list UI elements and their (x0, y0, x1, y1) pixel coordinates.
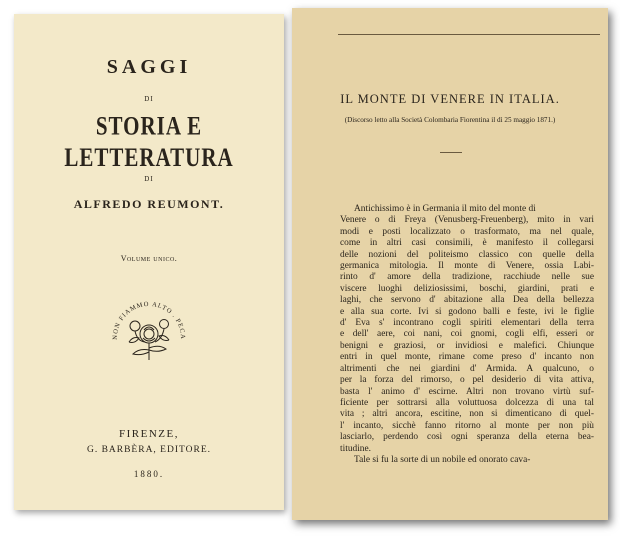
body-line: titudine. (340, 443, 371, 454)
body-line: basta l' animo d' escirne. Altri non trovano virtù suf- (340, 386, 594, 397)
body-line: delle nozioni del politeismo classico con quelle della (340, 249, 594, 260)
body-line: rinto d' amore della tradizione, racchiude nelle sue (340, 272, 594, 283)
body-line: altrimenti che nei giardini d' Armida. A qualcuno, o (340, 363, 594, 374)
book-title-top: SAGGI (106, 56, 192, 78)
body-line: d' Eva s' incontrano cogli spiriti elementari della terra (340, 318, 594, 329)
body-line: e alla sua corte. Ivi si godono balli e feste, ivi le figlie (340, 306, 594, 317)
top-rule (338, 34, 600, 35)
publication-year: 1880. (133, 469, 165, 479)
preposition-di-2: DI (144, 175, 154, 183)
text-page (292, 8, 608, 520)
body-line: Antichissimo è in Germania il mito del monte di (354, 204, 536, 214)
preposition-di-1: DI (144, 95, 154, 103)
chapter-title: IL MONTE DI VENERE IN ITALIA. (340, 92, 560, 106)
emblem-motto: NON FIAMMO ALTO . PECA (111, 300, 187, 340)
publisher-name: G. BARBÈRA, EDITORE. (86, 445, 212, 455)
separator-rule (440, 152, 462, 153)
body-text (340, 204, 594, 466)
body-line: e dell' aere, coi nani, coi gnomi, cogli elfi, esseri or (340, 329, 594, 340)
chapter-subtitle: (Discorso letto alla Società Colombaria Fiorentina il dì 25 maggio 1871.) (344, 116, 556, 124)
body-line: modi e posti localizzato o trasformato, ma nel quale, (340, 226, 594, 237)
publication-city: FIRENZE, (119, 428, 179, 440)
publisher-emblem (109, 286, 189, 366)
body-line: l' incanto, sicchè fanno ritorno al monte per non più (340, 420, 594, 431)
body-line: entri in quel monte, rimane come preso d' incanto non (340, 352, 594, 363)
body-line: laghi, che servono d' abitazione alla Dea della bellezza (340, 295, 594, 306)
body-line: lasciarlo, perdendo così ogni speranza della eterna bea- (340, 432, 594, 443)
rose-icon (129, 320, 169, 361)
author-name: ALFREDO REUMONT. (73, 197, 225, 211)
body-line: benigni e graziosi, or invidiosi e malefici. Chiunque (340, 340, 594, 351)
book-title-main: STORIA E LETTERATURA (64, 110, 234, 172)
body-line: germanica mitologia. Il monte di Venere, ossia Labi- (340, 261, 594, 272)
body-line: Tale si fu la sorte di un nobile ed onorato cava- (354, 454, 531, 465)
svg-text:NON FIAMMO ALTO . PECA (112, 301, 186, 340)
body-line: viscere luoghi deliziosissimi, boschi, giardini, prati e (340, 283, 594, 294)
title-page (14, 14, 284, 510)
volume-note: Volume unico. (120, 254, 178, 263)
body-line: vita ; altri ancora, escitine, non si dimenticano di quel- (340, 409, 594, 420)
body-line: per la forza del rimorso, o pel desiderio di vita attiva, (340, 375, 594, 386)
body-line: Venere o di Freya (Venusberg-Freuenberg), mito in vari (340, 215, 594, 226)
body-line: ficiente per sottrarsi alla voluttuosa dolcezza di una tal (340, 397, 594, 408)
body-line: come in altri casi consimili, è manifesto il collegarsi (340, 238, 594, 249)
